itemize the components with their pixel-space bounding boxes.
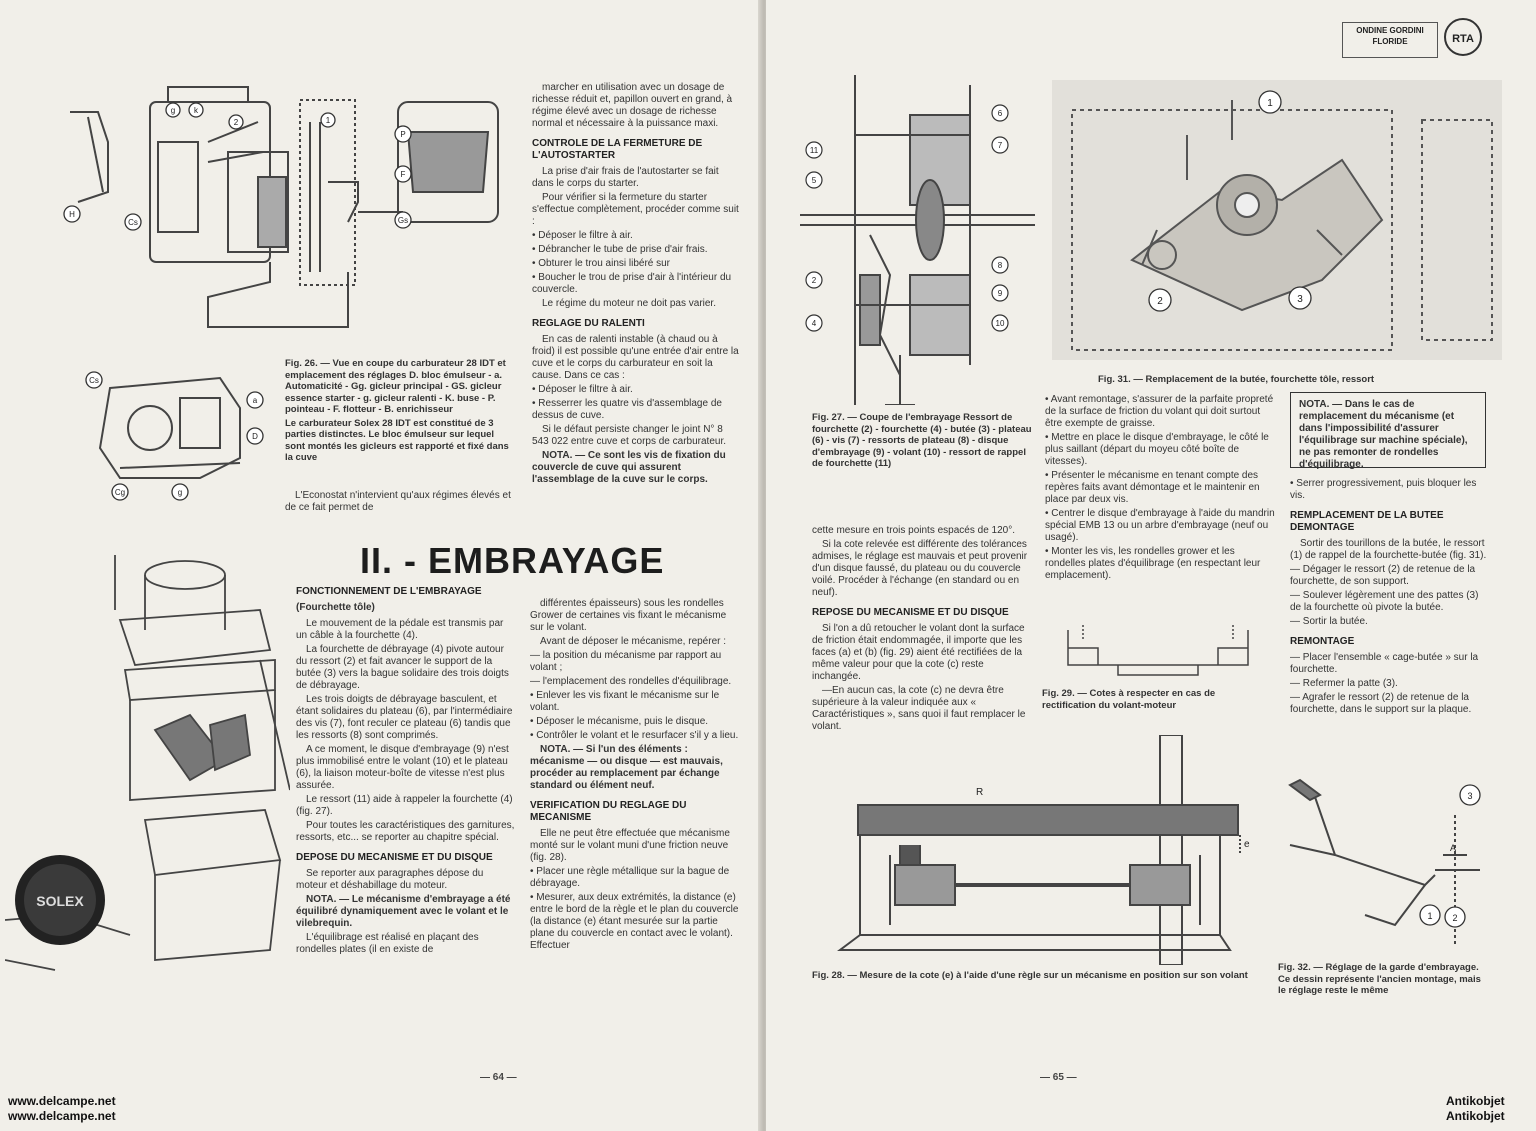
heading-remontage: REMONTAGE [1290,636,1355,647]
fig28-label-e: e [1244,839,1250,850]
fig26-label-g: g [170,106,176,115]
header-model-tag: ONDINE GORDINI FLORIDE [1342,22,1438,58]
fig26b-label-g: g [177,488,183,497]
fig31-label-2: 2 [1157,296,1163,307]
solex-logo-text: SOLEX [36,893,84,909]
fig32-label-1: 1 [1427,911,1433,921]
fig27-label-7: 7 [997,141,1003,150]
fig26-float-chamber [80,368,270,508]
fig26b-label-d: D [252,432,258,441]
right-column-right: • Serrer progressivement, puis bloquer les vis. REMPLACEMENT DE LA BUTEE DEMONTAGE Sortir des tourillons de la butée, le ressort (1) de rappel de la fourchette-butée (fig. 31). — Dégager le ressort (2) de retenue de la fourchette, de son support. — Soulever légèrement une des pattes (3) de la fourchette où pivote la butée. — Sortir la butée. REMONTAGE — Placer l'ensemble « cage-butée » sur la fourchette. — Refermer la patte (3). — Agrafer le ressort (2) de retenue de la fourchette, dans le support sur la plaque. [1290,478,1490,718]
watermark-right: Antikobjet Antikobjet [1446,1094,1505,1123]
fig29-caption: Fig. 29. — Cotes à respecter en cas de rectification du volant-moteur [1042,688,1216,711]
fig32-label-3: 3 [1467,791,1473,801]
fig27-label-4: 4 [811,319,817,328]
fig26b-label-cs: Cs [89,376,99,385]
heading-ralenti: REGLAGE DU RALENTI [532,318,645,329]
heading-remplacement-butee: REMPLACEMENT DE LA BUTEE DEMONTAGE [1290,510,1444,533]
heading-verification: VERIFICATION DU REGLAGE DU MECANISME [530,800,687,823]
fig26-label-p: P [400,130,406,139]
fig27-label-6: 6 [997,109,1003,118]
page-number-65: — 65 — [1040,1072,1077,1083]
fig32-caption: Fig. 32. — Réglage de la garde d'embrayage. Ce dessin représente l'ancien montage, mais le réglage reste le même [1278,962,1481,996]
right-column-left: cette mesure en trois points espacés de 120°. Si la cote relevée est différente des tolérances admises, le réglage est mauvais et peut provenir d'un disque faussé, du plateau ou du couvercle voilé. Procéder à l'échange (en standard ou en neuf). REPOSE DU MECANISME ET DU DISQUE Si l'on a dû retoucher le volant dont la surface de friction était endommagée, il importe que les faces (a) et (b) (fig. 29) aient été rectifiées de la même valeur pour que la cote (c) reste inchangée. —En aucun cas, la cote (c) ne devra être supérieure à la valeur indiquée aux « Caractéristiques », sans quoi il faut remplacer le volant. [812,525,1032,735]
heading-fonctionnement: FONCTIONNEMENT DE L'EMBRAYAGE [296,586,482,597]
fig27-label-8: 8 [997,261,1003,270]
fig26-label-1: 1 [325,116,331,125]
nota-box: NOTA. — Dans le cas de remplacement du mécanisme (et dans l'impossibilité d'assurer l'équilibrage sur machine spéciale), ne pas remonter de rondelles d'équilibrage. [1290,392,1486,468]
left-column-2: marcher en utilisation avec un dosage de richesse réduit et, papillon ouvert en grand, à régime élevé avec un dosage de richesse normal et nécessaire à la puissance maxi. CONTROLE DE LA FERMETURE DE L'AUTOSTARTER La prise d'air frais de l'autostarter se fait dans le corps du starter. Pour vérifier si la fermeture du starter s'effectue complètement, procéder comme suit : • Déposer le filtre à air. • Débrancher le tube de prise d'air frais. • Obturer le trou ainsi libéré sur • Boucher le trou de prise d'air à l'intérieur du couvercle. Le régime du moteur ne doit pas varier. REGLAGE DU RALENTI En cas de ralenti instable (à chaud ou à froid) il est possible qu'une entrée d'air entre la cuve et le corps du carburateur en soit la cause. Dans ce cas : • Déposer le filtre à air. • Resserrer les quatre vis d'assemblage de dessus de cuve. Si le défaut persiste changer le joint N° 8 543 022 entre cuve et corps de carburateur. NOTA. — Ce sont les vis de fixation du couvercle de cuve qui assurent l'assemblage de la cuve sur le corps. [532,82,742,488]
watermark-left: www.delcampe.net www.delcampe.net [8,1094,116,1123]
section-title-embrayage: II. - EMBRAYAGE [360,540,665,581]
solex-exploded-drawing [5,540,290,1020]
fig27-label-10: 10 [995,319,1005,328]
fig32-label-2: 2 [1452,913,1458,923]
fig26-caption: Fig. 26. — Vue en coupe du carburateur 28 IDT et emplacement des réglages D. bloc émulseur - a. Automaticité - Gg. gicleur principal - GS. gicleur essence starter - g. gicleur ralenti - K. buse - P. pointeau - F. flotteur - B. enrichisseur Le carburateur Solex 28 IDT est constitué de 3 parties distinctes. Le bloc émulseur sur lequel sont montés les gicleurs est rapporté et fixé dans la cuve [285,358,509,463]
fig26b-label-cg: Cg [114,488,126,497]
fig28-measurement-drawing [800,735,1250,965]
fig26-label-2: 2 [233,118,239,127]
fig26-label-f: F [400,170,406,179]
fig27-label-2: 2 [811,276,817,285]
heading-depose: DEPOSE DU MECANISME ET DU DISQUE [296,852,493,863]
rta-logo: RTA [1444,18,1482,56]
fig27-label-5: 5 [811,176,817,185]
fig31-label-3: 3 [1297,294,1303,305]
fig31-caption: Fig. 31. — Remplacement de la butée, fourchette tôle, ressort [1098,374,1375,385]
left-column-3: FONCTIONNEMENT DE L'EMBRAYAGE (Fourchette tôle) Le mouvement de la pédale est transmis par un câble à la fourchette (4). La fourchette de débrayage (4) pivote autour du ressort (2) et fait avancer le support de la butée (3) vers la bague solidaire des trois doigts de débrayage. Les trois doigts de débrayage basculent, et étant solidaires du plateau (6), par l'intermédiaire des vis (7), font reculer ce plateau (6) tandis que les ressorts (8) sont comprimés. A ce moment, le disque d'embrayage (9) n'est plus immobilisé entre le volant (10) et le plateau (6), la liaison moteur-boîte de vitesse n'est plus assurée. Le ressort (11) aide à rappeler la fourchette (4) (fig. 27). Pour toutes les caractéristiques des garnitures, ressorts, etc... se reporter au chapitre spécial. DEPOSE DU MECANISME ET DU DISQUE Se reporter aux paragraphes dépose du moteur et déshabillage du moteur. NOTA. — Le mécanisme d'embrayage a été équilibré dynamiquement avec le volant et le vilebrequin. L'équilibrage est réalisé en plaçant des rondelles plates (il en existe de [296,586,515,955]
fig27-label-9: 9 [997,289,1003,298]
fig27-clutch-section [800,75,1035,405]
fig28-caption: Fig. 28. — Mesure de la cote (e) à l'aide d'une règle sur un mécanisme en position sur son volant [812,970,1248,981]
fig32-pedal-adjustment [1275,775,1490,955]
right-column-middle-top: • Avant remontage, s'assurer de la parfaite propreté de la surface de friction du volant qui doit surtout être exempte de graisse. • Mettre en place le disque d'embrayage, le côté le plus saillant (départ du moyeu côté boîte de vitesses). • Présenter le mécanisme en tenant compte des repères faits avant démontage et le maintenir en place par deux vis. • Centrer le disque d'embrayage à l'aide du mandrin spécial EMB 13 ou un arbre d'embrayage (neuf ou usagé). • Monter les vis, les rondelles grower et les rondelles plates d'équilibrage (en respectant leur emplacement). [1045,394,1275,581]
page-number-64: — 64 — [480,1072,517,1083]
fig26-label-h: H [69,210,75,219]
fig26-label-gs: Gs [397,216,409,225]
fig27-caption: Fig. 27. — Coupe de l'embrayage Ressort de fourchette (2) - fourchette (4) - butée (3) - plateau (6) - vis (7) - ressorts de plateau (8) - disque d'embrayage (9) - volant (10) - ressort de rappel de fourchette (11) [812,412,1032,469]
fig26-label-cs: Cs [128,218,138,227]
heading-repose: REPOSE DU MECANISME ET DU DISQUE [812,607,1009,618]
fig26-label-k: k [194,106,198,115]
heading-autostarter: CONTROLE DE LA FERMETURE DE L'AUTOSTARTER [532,138,703,161]
fig31-label-1: 1 [1267,98,1273,109]
fig27-label-11: 11 [809,146,819,155]
fig29-flywheel-dimensions [1058,620,1258,682]
econostat-text: L'Econostat n'intervient qu'aux régimes élevés et de ce fait permet de [285,490,511,513]
fig31-fork-photo [1052,80,1502,360]
fig26b-label-a: a [252,396,258,405]
fig32-label-a: A [1449,843,1457,853]
fig28-label-r: R [976,787,984,798]
left-column-4: différentes épaisseurs) sous les rondelles Grower de certaines vis fixant le mécanisme sur le volant. Avant de déposer le mécanisme, repérer : — la position du mécanisme par rapport au volant ; — l'emplacement des rondelles d'équilibrage. • Enlever les vis fixant le mécanisme sur le volant. • Déposer le mécanisme, puis le disque. • Contrôler le volant et le resurfacer s'il y a lieu. NOTA. — Si l'un des éléments : mécanisme — ou disque — est mauvais, procéder au remplacement par échange standard ou élément neuf. VERIFICATION DU REGLAGE DU MECANISME Elle ne peut être effectuée que mécanisme monté sur le volant muni d'une friction neuve (fig. 28). • Placer une règle métallique sur la bague de débrayage. • Mesurer, aux deux extrémités, la distance (e) entre le bord de la règle et le plan du couvercle (la distance (e) étant mesurée sur la partie plane du couvercle en contact avec le volant). Effectuer [530,598,742,954]
fig26-carburetor-section [58,82,503,347]
